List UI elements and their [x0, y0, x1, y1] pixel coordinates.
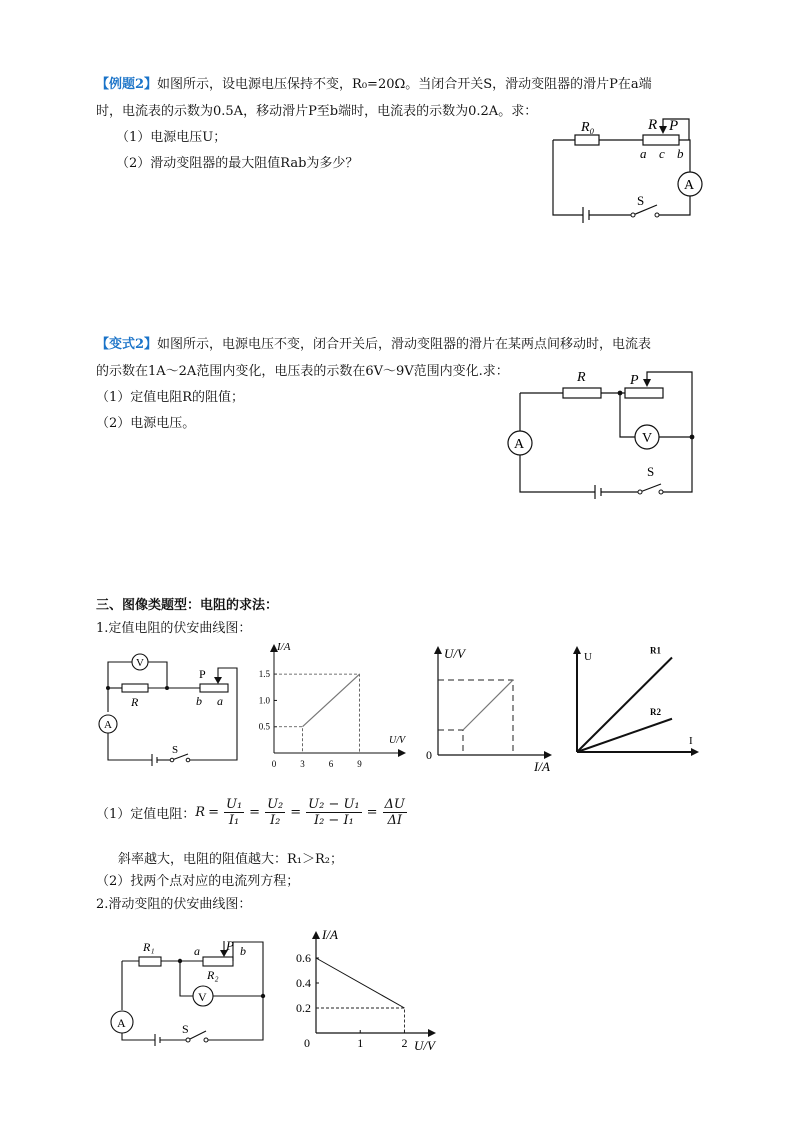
- chart3-y-arrow: [573, 646, 581, 654]
- chart1-x-arrow: [398, 749, 406, 757]
- chart3-legend-r1: R1: [650, 645, 661, 656]
- section3-subtitle1: 1.定值电阻的伏安曲线图：: [96, 621, 252, 636]
- example2-question2: （2）滑动变阻器的最大阻值Rab为多少？: [116, 156, 359, 171]
- variant2-question2: （2）电源电压。: [96, 416, 196, 431]
- rheostat-switch-label: S: [182, 1022, 189, 1036]
- chart4-x-tick: 1: [357, 1036, 364, 1050]
- method2-text: （2）找两个点对应的电流列方程；: [96, 874, 300, 889]
- chart3-legend-r2: R2: [650, 706, 661, 717]
- variant2-r-label: R: [577, 370, 586, 385]
- example2-a-label: a: [640, 146, 647, 161]
- fixed-circuit-voltmeter-label: V: [136, 657, 144, 669]
- variant2-tag: 【变式2】: [96, 337, 158, 352]
- fixed-circuit-a-label: a: [217, 694, 223, 708]
- chart2-xlabel: I/A: [534, 759, 550, 774]
- chart4-series-line: [316, 958, 404, 1008]
- chart3-series-r1: [577, 658, 672, 753]
- rheostat-r2-label: R₂: [207, 968, 219, 982]
- rheostat-voltmeter-label: V: [198, 990, 207, 1004]
- chart4-x-arrow: [428, 1029, 436, 1037]
- formula-frac2: $\frac{\text{U₂}}{\text{I₂}}$: [267, 797, 284, 828]
- chart3-xlabel: I: [689, 735, 693, 747]
- variant2-question1: （1）定值电阻R的阻值；: [96, 390, 245, 405]
- chart4-ylabel: I/A: [322, 927, 338, 942]
- fixed-circuit-ammeter-label: A: [104, 719, 112, 731]
- example2-switch-label: S: [637, 193, 645, 208]
- chart1-x-tick: 9: [357, 759, 362, 769]
- chart2-y-arrow: [434, 646, 442, 654]
- rheostat-p-label: P: [226, 938, 234, 953]
- section3-subtitle2: 2.滑动变阻的伏安曲线图：: [96, 897, 252, 912]
- fixed-circuit-switch-label: S: [172, 744, 179, 756]
- example2-r-label: R: [648, 117, 658, 133]
- chart1-x-tick: 3: [300, 759, 305, 769]
- chart3-ylabel: U: [584, 651, 592, 663]
- formula-frac3: $\frac{\text{U₂ − U₁}}{\text{I₂ − I₁}}$: [308, 797, 360, 828]
- example2-p-label: P: [669, 118, 679, 134]
- chart1-y-tick: 1.5: [258, 669, 270, 680]
- variant2-line2: 的示数在1A～2A范围内变化，电压表的示数在6V～9V范围内变化.求：: [96, 364, 509, 379]
- example2-r0-label: R₀: [581, 120, 595, 135]
- chart2-ylabel: U/V: [444, 646, 465, 661]
- example2-b-label: b: [677, 146, 684, 161]
- slope-note: 斜率越大，电阻的阻值越大：R₁＞R₂；: [118, 852, 343, 867]
- variant2-line1-text: 如图所示，电源电压不变，闭合开关后，滑动变阻器的滑片在某两点间移动时，电流表: [157, 337, 652, 352]
- chart3-series-r2: [577, 719, 672, 752]
- variant2-switch-label: S: [647, 464, 655, 479]
- rheostat-ammeter-label: A: [117, 1016, 126, 1030]
- example2-line1-text: 如图所示，设电源电压保持不变，R₀=20Ω。当闭合开关S，滑动变阻器的滑片P在a端: [157, 77, 652, 92]
- fixed-resistor-circuit: [104, 648, 246, 766]
- fixed-resistor-ui-graph: [420, 640, 560, 775]
- formula-frac4: $\frac{\Delta U}{\Delta I}$: [384, 797, 405, 828]
- chart4-y-arrow: [312, 931, 320, 939]
- example2-c-label: c: [659, 146, 665, 161]
- resistance-comparison-graph: [565, 640, 705, 760]
- chart4-x-tick: 2: [401, 1036, 408, 1050]
- chart2-series-line: [463, 680, 513, 730]
- chart1-ylabel: I/A: [277, 641, 291, 653]
- rheostat-iu-graph: [288, 925, 448, 1053]
- section3-title: 三、图像类题型：电阻的求法：: [96, 598, 279, 613]
- fixed-circuit-p-label: P: [199, 667, 206, 681]
- example2-tag: 【例题2】: [96, 77, 158, 92]
- formula-frac1: $\frac{\text{U₁}}{\text{I₁}}$: [225, 797, 243, 828]
- example2-circuit-diagram: [545, 112, 715, 227]
- fixed-resistor-iu-graph: [254, 638, 414, 773]
- example2-line2: 时，电流表的示数为0.5A，移动滑片P至b端时，电流表的示数为0.2A。求：: [96, 104, 538, 119]
- rheostat-circuit: [108, 930, 273, 1048]
- chart1-x-tick: 0: [271, 759, 277, 769]
- chart4-guide: [316, 1008, 404, 1033]
- chart2-x-arrow: [544, 751, 552, 759]
- example2-question1: （1）电源电压U；: [116, 130, 227, 145]
- rheostat-r1-label: R₁: [143, 940, 155, 954]
- example2-line1: [96, 73, 652, 92]
- variant2-p-label: P: [630, 373, 639, 388]
- formula-r: R: [195, 805, 206, 820]
- rheostat-b-label: b: [240, 944, 246, 958]
- chart1-y-tick: 0.5: [258, 721, 270, 732]
- variant2-line1: [96, 333, 651, 352]
- chart1-series-line: [303, 674, 360, 727]
- chart1-guide: [274, 727, 303, 753]
- chart4-y-tick: 0.6: [296, 951, 311, 965]
- fixed-circuit-b-label: b: [196, 694, 202, 708]
- chart1-xlabel: U/V: [389, 735, 406, 746]
- variant2-circuit-diagram: [505, 368, 705, 498]
- fixed-circuit-r-label: R: [131, 695, 139, 709]
- chart2-origin-label: 0: [426, 748, 432, 762]
- chart4-y-tick: 0.2: [296, 1001, 311, 1015]
- chart4-xlabel: U/V: [414, 1038, 435, 1053]
- chart3-x-arrow: [691, 748, 699, 756]
- variant2-ammeter-label: A: [514, 437, 525, 452]
- example2-ammeter-label: A: [684, 178, 695, 193]
- chart1-x-tick: 6: [328, 759, 334, 769]
- chart2-guide: [438, 730, 463, 755]
- formula-label: （1）定值电阻：: [96, 807, 196, 822]
- rheostat-a-label: a: [194, 944, 200, 958]
- chart4-y-tick: 0.4: [296, 976, 311, 990]
- chart1-y-tick: 1.0: [258, 695, 270, 706]
- fixed-resistance-formula: （1）定值电阻： R = $\frac{\text{U₁}}{\text{I₁}}$ = $\frac{\text{U₂}}{\text{I₂}}$ = $\frac{\text{U₂ − U₁}}{\text{I₂ − I₁}}$ = $\frac{\Delta U}{\Delta I}$: [96, 797, 405, 828]
- chart4-origin-label: 0: [304, 1036, 310, 1050]
- variant2-voltmeter-label: V: [642, 431, 653, 446]
